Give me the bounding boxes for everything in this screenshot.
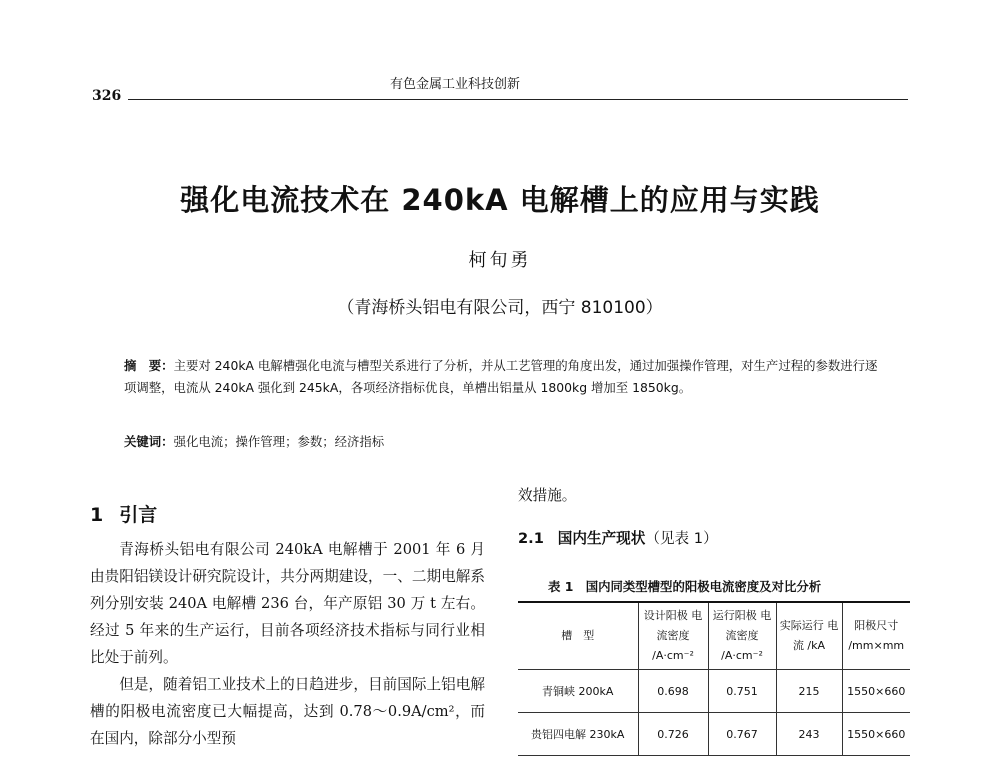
table-1 xyxy=(518,601,910,756)
table-cell: 青铜峡 200kA xyxy=(542,685,614,698)
section-2-1-title: 国内生产现状 xyxy=(557,530,646,547)
table-cell: 243 xyxy=(776,713,842,756)
author: 柯旬勇 xyxy=(468,250,532,271)
table-header-cell: 实际运行 电流 /kA xyxy=(776,602,842,670)
paragraph: 青海桥头铝电有限公司 240kA 电解槽于 2001 年 6 月由贵阳铝镁设计研究院设计，共分两期建设，一、二期电解系列分别安装 240A 电解槽 236 台，年产原铝 30 万 t 左右。经过 5 年来的生产运行，目前各项经济技术指标与同行业相比处于前列。 xyxy=(90,541,485,666)
paper-title: 强化电流技术在 240kA 电解槽上的应用与实践 xyxy=(180,183,820,217)
section-2-1-number: 2.1 xyxy=(518,530,544,547)
section-2-1-heading xyxy=(518,527,718,548)
abstract xyxy=(124,355,886,399)
table-cell: 0.751 xyxy=(708,670,776,713)
table-header-cell: 运行阳极 电流密度 /A·cm⁻² xyxy=(708,602,776,670)
section-1-title: 引言 xyxy=(119,504,158,526)
table-row xyxy=(518,713,910,756)
paragraph: 但是，随着铝工业技术上的日趋进步，目前国际上铝电解槽的阳极电流密度已大幅提高，达到 0.78～0.9A/cm²，而在国内，除部分小型预 xyxy=(90,676,485,747)
section-1-heading xyxy=(90,500,157,527)
abstract-text: 主要对 240kA 电解槽强化电流与槽型关系进行了分析，并从工艺管理的角度出发，通过加强操作管理，对生产过程的参数进行逐项调整，电流从 240kA 强化到 245kA，各项经济指标优良，单槽出铝量从 1800kg 增加至 1850kg。 xyxy=(124,358,878,395)
keywords-text: 强化电流；操作管理；参数；经济指标 xyxy=(173,434,385,449)
table-cell: 215 xyxy=(776,670,842,713)
table-row xyxy=(518,670,910,713)
table-header-cell: 阳极尺寸 /mm×mm xyxy=(842,602,910,670)
section-1-number: 1 xyxy=(90,504,104,526)
right-column-continuation: 效措施。 xyxy=(518,487,577,504)
table-cell: 0.698 xyxy=(638,670,708,713)
page-number: 326 xyxy=(92,88,122,104)
table-cell: 1550×660 xyxy=(842,713,910,756)
header-rule xyxy=(128,99,908,100)
journal-name: 有色金属工业科技创新 xyxy=(390,77,521,92)
affiliation: （青海桥头铝电有限公司，西宁 810100） xyxy=(337,298,663,318)
table-1-caption: 表 1 国内同类型槽型的阳极电流密度及对比分析 xyxy=(548,579,822,594)
abstract-label: 摘 要： xyxy=(124,358,174,373)
table-cell: 1550×660 xyxy=(842,670,910,713)
keywords xyxy=(124,432,384,450)
section-2-1-note: （见表 1） xyxy=(645,530,718,547)
table-header-row xyxy=(518,602,910,670)
table-cell: 0.767 xyxy=(708,713,776,756)
table-header-cell: 槽 型 xyxy=(561,629,595,642)
table-cell: 贵铝四电解 230kA xyxy=(531,728,625,741)
keywords-label: 关键词： xyxy=(124,434,174,449)
table-cell: 0.726 xyxy=(638,713,708,756)
table-header-cell: 设计阳极 电流密度 /A·cm⁻² xyxy=(638,602,708,670)
left-column-body xyxy=(90,536,485,752)
